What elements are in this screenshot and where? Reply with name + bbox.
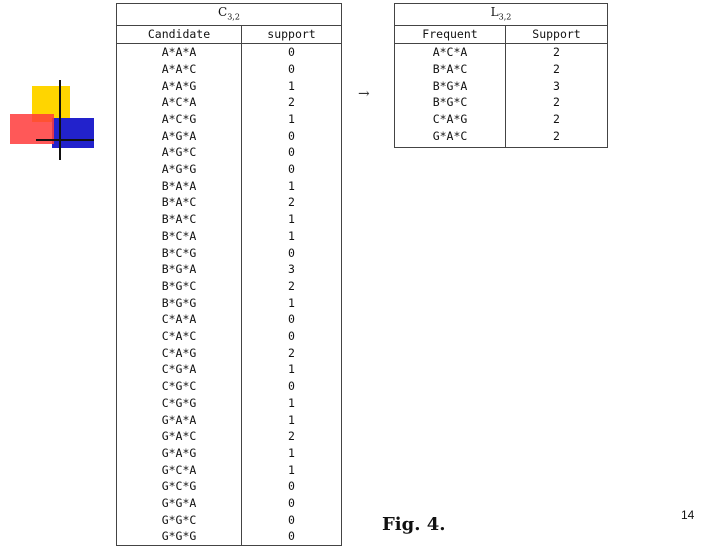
frequent-support-cell: 2 [553,45,560,60]
table-row [117,512,342,529]
frequent-pattern-cell: C*A*G [395,111,506,128]
table-row [117,245,342,262]
candidate-table-caption: $C_{3,2}$ [117,4,342,26]
candidate-pattern-cell: A*C*A [117,94,242,111]
table-row [117,144,342,161]
table-row [117,462,342,479]
candidate-support-cell: 1 [288,412,295,427]
candidate-pattern-cell: B*G*A [117,261,242,278]
candidate-support-cell: 1 [288,212,295,227]
page-number: 14 [681,508,695,522]
table-row [395,44,608,61]
table-row [117,61,342,78]
frequent-table [394,3,608,148]
candidate-support-cell: 1 [288,295,295,310]
decorative-squares [10,80,100,165]
frequent-pattern-cell: G*A*C [395,128,506,148]
frequent-support-cell: 2 [553,95,560,110]
candidate-support-cell: 1 [288,111,295,126]
table-row [117,211,342,228]
candidate-table [116,3,342,546]
table-row [117,478,342,495]
table-row [117,428,342,445]
candidate-pattern-cell: B*C*A [117,228,242,245]
table-row [117,194,342,211]
candidate-pattern-cell: A*A*A [117,44,242,61]
blue-square [52,118,94,148]
candidate-support-cell: 0 [288,512,295,527]
table-row [117,111,342,128]
candidate-support-cell: 2 [288,95,295,110]
candidate-support-cell: 1 [288,178,295,193]
candidate-support-cell: 0 [288,45,295,60]
candidate-support-cell: 2 [288,345,295,360]
candidate-support-cell: 1 [288,395,295,410]
frequent-support-cell: 2 [553,61,560,76]
candidate-support-cell: 0 [288,479,295,494]
candidate-support-cell: 0 [288,145,295,160]
candidate-pattern-cell: G*A*C [117,428,242,445]
table-row [117,528,342,545]
candidate-pattern-cell: B*G*G [117,295,242,312]
candidate-pattern-cell: C*A*G [117,345,242,362]
frequent-pattern-cell: A*C*A [395,44,506,61]
table-row [117,94,342,111]
candidate-pattern-cell: G*C*A [117,462,242,479]
table-row [117,345,342,362]
table-row [117,378,342,395]
table-row [117,161,342,178]
candidate-support-cell: 1 [288,228,295,243]
candidate-support-cell: 0 [288,329,295,344]
candidate-support-cell: 0 [288,245,295,260]
table-row [117,495,342,512]
table-row [395,111,608,128]
candidate-pattern-cell: G*G*G [117,528,242,545]
candidate-pattern-cell: G*C*G [117,478,242,495]
candidate-pattern-cell: G*G*A [117,495,242,512]
table-row [117,311,342,328]
table-row [117,128,342,145]
candidate-pattern-cell: B*A*C [117,211,242,228]
candidate-pattern-cell: B*A*C [117,194,242,211]
candidate-support-cell: 1 [288,78,295,93]
candidate-pattern-cell: C*G*G [117,395,242,412]
candidate-support-cell: 0 [288,529,295,544]
candidate-support-cell: 0 [288,379,295,394]
table-row [117,178,342,195]
table-row [117,445,342,462]
table-row [395,94,608,111]
candidate-support-cell: 2 [288,195,295,210]
table-row [117,295,342,312]
candidate-pattern-cell: G*A*G [117,445,242,462]
table-row [395,78,608,95]
table-row [117,228,342,245]
candidate-support-cell: 3 [288,262,295,277]
candidate-support-cell: 2 [288,429,295,444]
candidate-pattern-cell: C*A*A [117,311,242,328]
frequent-pattern-cell: B*G*C [395,94,506,111]
arrow: → [358,86,370,102]
table-row [117,261,342,278]
candidate-pattern-cell: A*A*C [117,61,242,78]
candidate-pattern-cell: G*G*C [117,512,242,529]
candidate-support-cell: 0 [288,312,295,327]
candidate-support-cell: 0 [288,128,295,143]
frequent-support-cell: 2 [553,128,560,143]
candidate-pattern-cell: A*G*A [117,128,242,145]
table-row [395,61,608,78]
candidate-pattern-cell: C*A*C [117,328,242,345]
candidate-support-cell: 1 [288,445,295,460]
frequent-pattern-cell: B*A*C [395,61,506,78]
frequent-table-caption: $L_{3,2}$ [395,4,608,26]
candidate-pattern-cell: C*G*A [117,361,242,378]
table-row [117,44,342,61]
candidate-pattern-cell: B*C*G [117,245,242,262]
table-row [395,128,608,148]
figure-label: Fig. 4. [382,514,446,535]
candidate-support-cell: 1 [288,362,295,377]
support-header: support [242,26,342,44]
frequent-header: Frequent [395,26,506,44]
frequent-pattern-cell: B*G*A [395,78,506,95]
candidate-pattern-cell: C*G*C [117,378,242,395]
candidate-pattern-cell: B*A*A [117,178,242,195]
candidate-support-cell: 0 [288,162,295,177]
candidate-pattern-cell: G*A*A [117,412,242,429]
frequent-support-header: Support [506,26,608,44]
frequent-support-cell: 3 [553,78,560,93]
candidate-support-cell: 0 [288,496,295,511]
table-row [117,412,342,429]
table-row [117,361,342,378]
candidate-pattern-cell: A*G*G [117,161,242,178]
table-row [117,78,342,95]
candidate-pattern-cell: B*G*C [117,278,242,295]
table-row [117,328,342,345]
candidate-pattern-cell: A*C*G [117,111,242,128]
candidate-pattern-cell: A*G*C [117,144,242,161]
candidate-header: Candidate [117,26,242,44]
candidate-support-cell: 2 [288,278,295,293]
candidate-pattern-cell: A*A*G [117,78,242,95]
candidate-support-cell: 0 [288,61,295,76]
table-row [117,395,342,412]
candidate-support-cell: 1 [288,462,295,477]
frequent-support-cell: 2 [553,111,560,126]
table-row [117,278,342,295]
